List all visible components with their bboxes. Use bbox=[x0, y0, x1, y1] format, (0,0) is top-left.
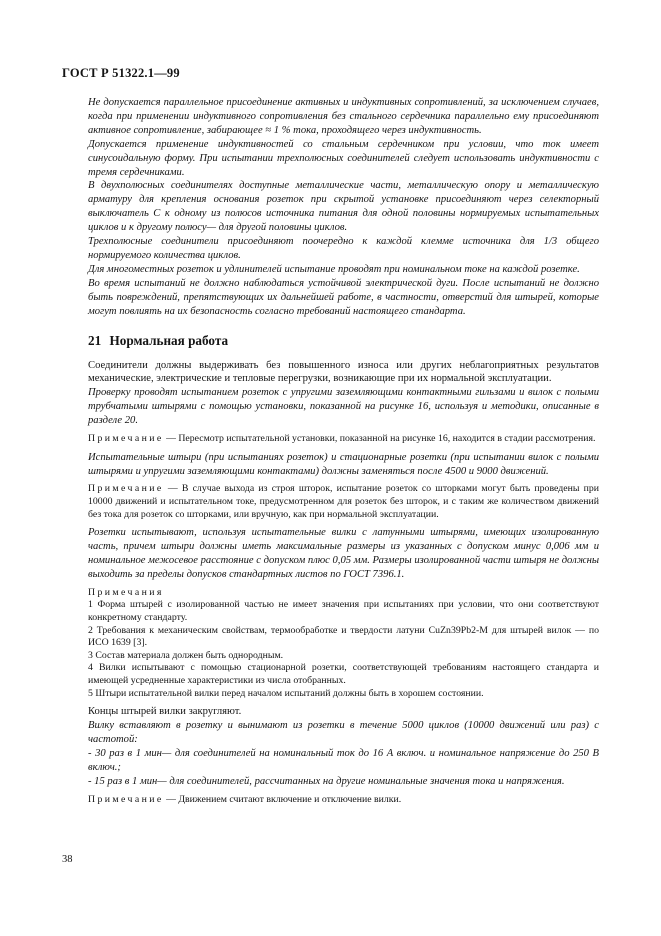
note bbox=[88, 794, 599, 807]
section-number: 21 bbox=[88, 332, 102, 348]
paragraph: Трехполюсные соединители присоединяют поочередно к каждой клемме источника для 1/3 общего нормируемого количества циклов. bbox=[88, 236, 599, 261]
note-item: 1 Форма штырей с изолированной частью не имеет значения при испытаниях при условии, что они соответствуют конкретному стандарту. bbox=[88, 599, 599, 624]
note-item: 5 Штыри испытательной вилки перед началом испытаний должны быть в хорошем состоянии. bbox=[88, 687, 484, 699]
note-item: 3 Состав материала должен быть однородным. bbox=[88, 649, 284, 661]
note-item: 4 Вилки испытывают с помощью стационарной розетки, соответствующей требованиям настоящего стандарта и имеющей усредненные характеристики из числа отобранных. bbox=[88, 662, 599, 686]
note bbox=[88, 483, 599, 521]
note bbox=[88, 433, 599, 446]
section-title: Нормальная работа bbox=[109, 332, 229, 348]
paragraph: Не допускается параллельное присоединение активных и индуктивных сопротивлений, за исключением случаев, когда при применении индуктивного сопротивления без стального сердечника параллельно ему присоединяют активное сопротивление, забирающее ≈ 1 % тока, проходящего через индуктивность. bbox=[88, 97, 599, 136]
note-label: Примечание bbox=[88, 793, 164, 805]
paragraph: Соединители должны выдерживать без повышенного износа или других неблагоприятных результатов механические, электрические и тепловые перегрузки, возникающие при их нормальной эксплуатации. bbox=[88, 359, 599, 385]
document-body bbox=[88, 96, 599, 806]
note-text: — Пересмотр испытательной установки, показанной на рисунке 16, находится в стадии рассмотрения. bbox=[163, 433, 596, 445]
notes-title: Примечания bbox=[88, 586, 164, 598]
note-text: — Движением считают включение и отключение вилки. bbox=[163, 793, 402, 805]
paragraph: Допускается применение индуктивностей со стальным сердечником при условии, что ток имеет синусоидальную форму. При испытании трехполюсных соединителей следует использовать индуктивности с тремя сердечниками. bbox=[88, 138, 599, 178]
page-number: 38 bbox=[62, 854, 73, 865]
note-label: Примечание bbox=[88, 483, 164, 495]
paragraph: Для многоместных розеток и удлинителей испытание проводят при номинальном токе на каждой розетке. bbox=[88, 263, 580, 275]
note-item: 2 Требования к механическим свойствам, термообработке и твердости латуни CuZn39Pb2-M для штырей вилок — по ИСО 1639 [3]. bbox=[88, 624, 599, 649]
paragraph: Вилку вставляют в розетку и вынимают из розетки в течение 5000 циклов (10000 движений или раз) с частотой: bbox=[88, 720, 599, 745]
list-item: - 30 раз в 1 мин— для соединителей на номинальный ток до 16 А включ. и номинальное напряжение до 250 В включ.; bbox=[88, 747, 599, 773]
standard-header: ГОСТ Р 51322.1—99 bbox=[62, 66, 180, 80]
paragraph: Испытательные штыри (при испытаниях розеток) и стационарные розетки (при испытании вилок с полыми штырями и упругими заземляющими контактами) должны заменяться после 4500 и 9000 движений. bbox=[88, 451, 599, 477]
list-item: - 15 раз в 1 мин— для соединителей, рассчитанных на другие номинальные значения тока и напряжения. bbox=[88, 775, 565, 787]
paragraph: Розетки испытывают, используя испытательные вилки с латунными штырями, имеющих изолированную часть, причем штыри должны иметь максимальные размеры из указанных с допуском минус 0,006 мм и номинальное межосевое расстояние с допуском плюс 0,05 мм. Размеры изолированной части штыря не должны выходить за пределы допусков стандартных листов по ГОСТ 7396.1. bbox=[88, 527, 599, 580]
paragraph: Проверку проводят испытанием розеток с упругими заземляющими контактными гильзами и вилок с полыми трубчатыми штырями с помощью установки, показанной на рисунке 16, используя и методики, описанные в разделе 20. bbox=[88, 387, 599, 427]
note-text: — В случае выхода из строя шторок, испытание розеток со шторками могут быть проведены при 10000 движений и испытательном токе, предусмотренном для розеток без шторок, и с таким же количеством движений без тока для розеток со шторками, или вручную, как при нормальной эксплуатации. bbox=[88, 483, 599, 520]
note-label: Примечание bbox=[88, 433, 164, 445]
paragraph: В двухполюсных соединителях доступные металлические части, металлическую опору и металлическую арматуру для крепления основания розеток при скрытой установке присоединяют через селекторный выключатель С к одному из полюсов источника питания для одной половины нормируемых испытательных циклов и к другому полюсу— для другой половины циклов. bbox=[88, 180, 599, 234]
paragraph: Во время испытаний не должно наблюдаться устойчивой электрической дуги. После испытаний не должно быть повреждений, препятствующих их дальнейшей работе, в частности, отверстий для штырей, которые могут повлиять на их безопасность согласно требований настоящего стандарта. bbox=[88, 277, 599, 317]
section-heading bbox=[88, 333, 599, 349]
paragraph: Концы штырей вилки закругляют. bbox=[88, 706, 242, 718]
